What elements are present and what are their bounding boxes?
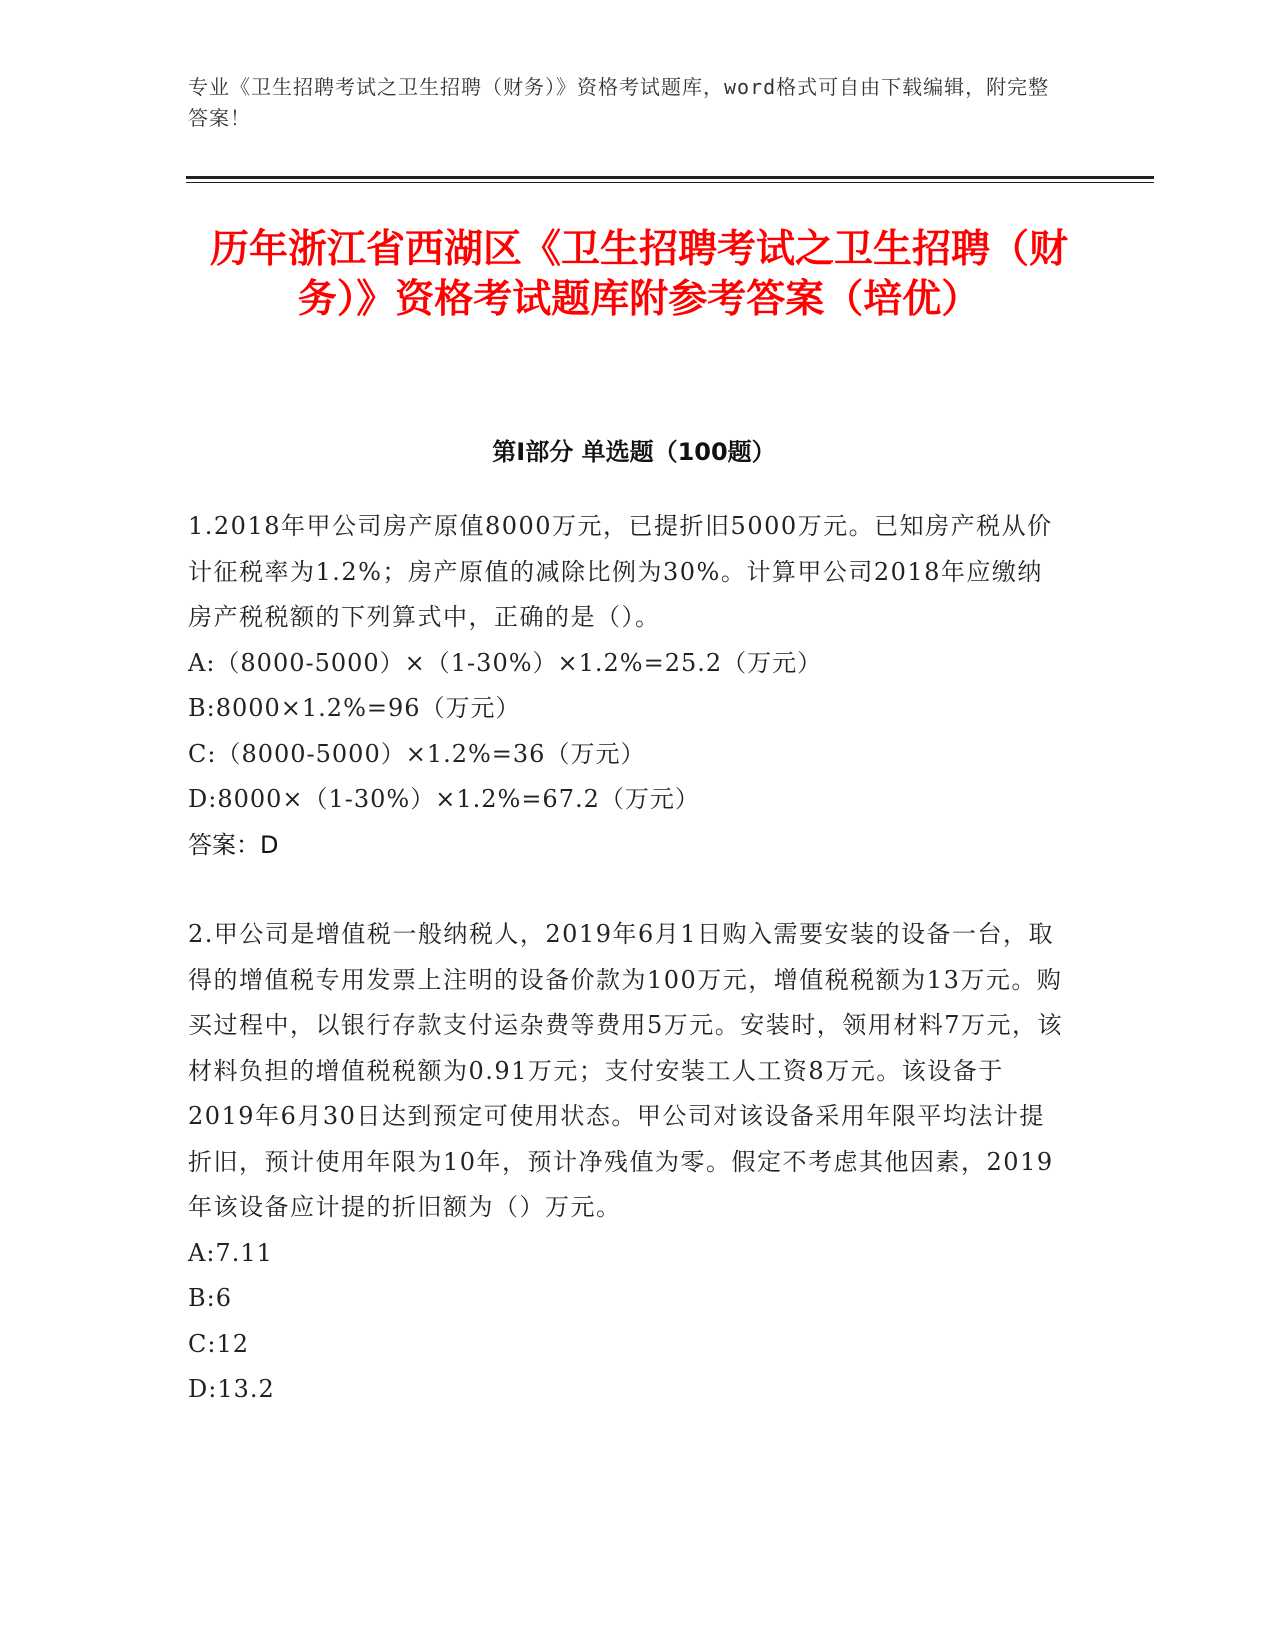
question-2	[188, 912, 1068, 1413]
answer-label: 答案：D	[188, 830, 279, 859]
option-d: D:13.2	[188, 1375, 275, 1403]
header-rule-thick	[186, 176, 1154, 179]
option-b: B:6	[188, 1284, 232, 1312]
section-heading: 第I部分 单选题（100题）	[492, 438, 776, 466]
option-a: A:7.11	[188, 1238, 273, 1267]
option-b: B:8000×1.2%=96（万元）	[188, 694, 521, 722]
document-title: 历年浙江省西湖区《卫生招聘考试之卫生招聘（财务）》资格考试题库附参考答案（培优）	[209, 227, 1068, 322]
question-stem: 2.甲公司是增值税一般纳税人，2019年6月1日购入需要安装的设备一台，取得的增值税专用发票上注明的设备价款为100万元，增值税税额为13万元。购买过程中，以银行存款支付运杂费等费用5万元。安装时，领用材料7万元，该材料负担的增值税税额为0.91万元；支付安装工人工资8万元。该设备于2019年6月30日达到预定可使用状态。甲公司对该设备采用年限平均法计提折旧，预计使用年限为10年，预计净残值为零。假定不考虑其他因素，2019年该设备应计提的折旧额为（）万元。	[188, 920, 1064, 1221]
option-a: A:（8000-5000）×（1-30%）×1.2%=25.2（万元）	[188, 648, 823, 677]
option-c: C:（8000-5000）×1.2%=36（万元）	[188, 739, 646, 768]
question-stem: 1.2018年甲公司房产原值8000万元，已提折旧5000万元。已知房产税从价计征税率为1.2%；房产原值的减除比例为30%。计算甲公司2018年应缴纳房产税税额的下列算式中，正确的是（）。	[188, 512, 1053, 631]
option-c: C:12	[188, 1329, 249, 1358]
question-1	[188, 504, 1068, 868]
option-d: D:8000×（1-30%）×1.2%=67.2（万元）	[188, 785, 700, 813]
header-note: 专业《卫生招聘考试之卫生招聘（财务）》资格考试题库，word格式可自由下载编辑，附完整答案！	[188, 75, 1050, 130]
header-rule-thin	[186, 182, 1154, 183]
